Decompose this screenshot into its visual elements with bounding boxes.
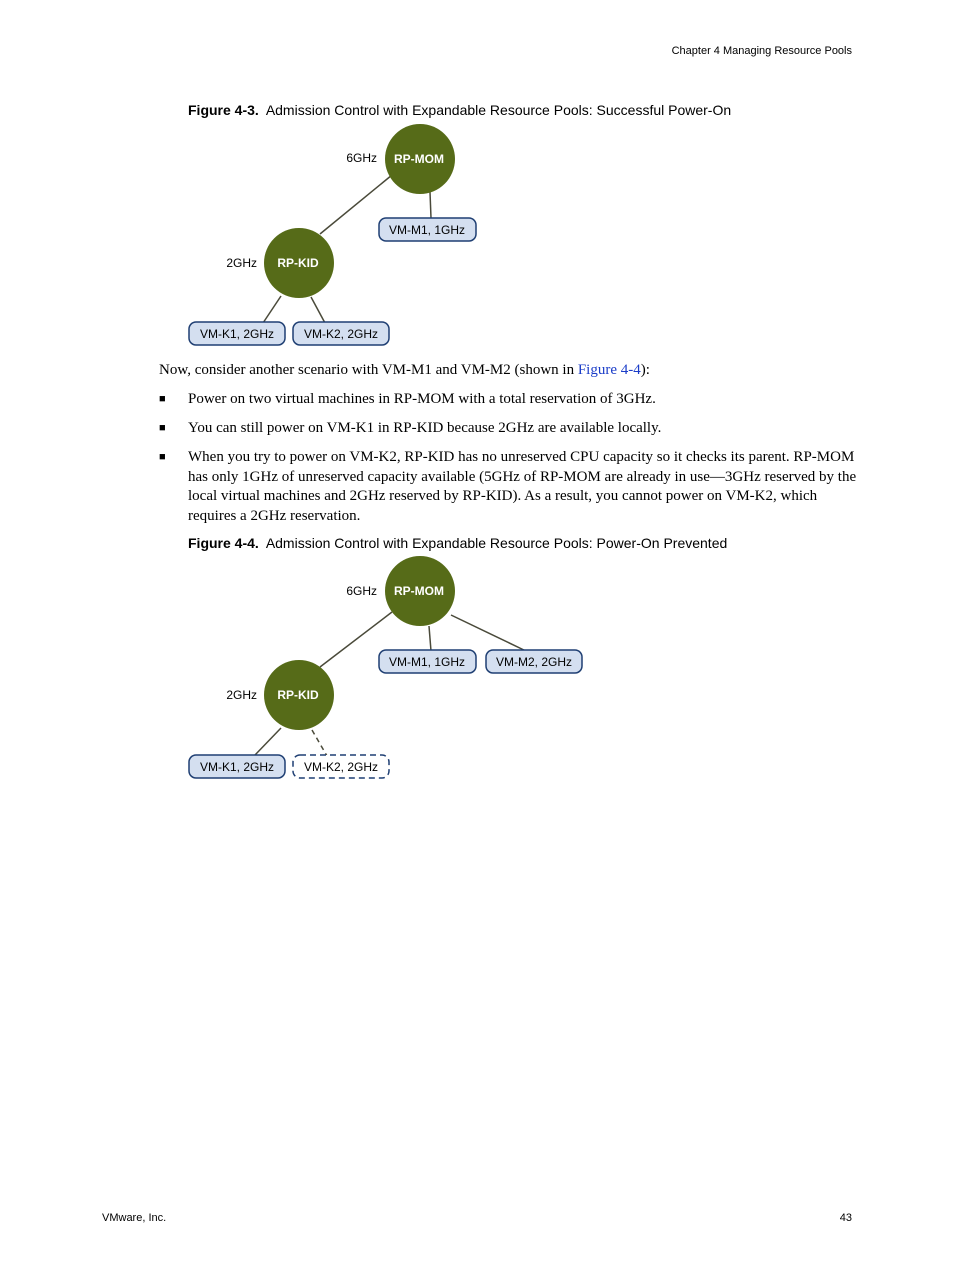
intro-text-before: Now, consider another scenario with VM-M1 and VM-M2 (shown in xyxy=(159,362,578,378)
edge-kid-vm-k2-dashed xyxy=(312,730,327,756)
vm-label-k2: VM-K2, 2GHz xyxy=(303,327,379,341)
edge-mom-vm-m1 xyxy=(429,626,431,651)
vm-label-m1: VM-M1, 1GHz xyxy=(388,223,466,237)
vm-label-k1: VM-K1, 2GHz xyxy=(199,327,275,341)
footer-company: VMware, Inc. xyxy=(102,1212,167,1224)
edge-mom-vm-m2 xyxy=(451,615,526,651)
figure-label-2: Figure 4-4. xyxy=(188,535,259,551)
bullet-text: Power on two virtual machines in RP-MOM with a total reservation of 3GHz. xyxy=(188,391,656,407)
footer-page-number: 43 xyxy=(839,1212,852,1224)
bullet-text: When you try to power on VM-K2, RP-KID has no unreserved CPU capacity so it checks its parent. RP-MOM has only 1GHz of unreserved capacity available (5GHz of RP-MOM are already in use—3GHz reserved by the local virtual machines and 2GHz reserved by RP-KID). As a result, you cannot power on VM-K2, which requires a 2GHz reservation. xyxy=(188,449,857,524)
vm-label-k2: VM-K2, 2GHz xyxy=(303,760,379,774)
figure-title-1: Admission Control with Expandable Resource Pools: Successful Power-On xyxy=(265,102,732,118)
pool-label-rp-mom: RP-MOM xyxy=(394,584,444,598)
bullet-square-icon: ■ xyxy=(159,422,166,434)
pool-capacity-rp-kid: 2GHz xyxy=(226,256,257,270)
bullet-square-icon: ■ xyxy=(159,451,166,463)
figure-link[interactable]: Figure 4-4 xyxy=(577,362,641,378)
pool-label-rp-kid: RP-KID xyxy=(277,256,319,270)
bullet-text: You can still power on VM-K1 in RP-KID because 2GHz are available locally. xyxy=(188,420,662,436)
pool-label-rp-kid: RP-KID xyxy=(277,688,319,702)
pool-label-rp-mom: RP-MOM xyxy=(394,152,444,166)
pool-capacity-rp-mom: 6GHz xyxy=(346,151,377,165)
vm-label-m1: VM-M1, 1GHz xyxy=(388,655,466,669)
running-header: Chapter 4 Managing Resource Pools xyxy=(671,45,852,57)
bullet-square-icon: ■ xyxy=(159,393,166,405)
vm-label-m2: VM-M2, 2GHz xyxy=(495,655,573,669)
figure-label-1: Figure 4-3. xyxy=(188,102,259,118)
pool-capacity-rp-kid: 2GHz xyxy=(226,688,257,702)
intro-text-after: ): xyxy=(640,362,650,378)
edge-kid-vm-k1 xyxy=(255,728,281,755)
pool-capacity-rp-mom: 6GHz xyxy=(346,584,377,598)
figure-title-2: Admission Control with Expandable Resource Pools: Power-On Prevented xyxy=(265,535,728,551)
vm-label-k1: VM-K1, 2GHz xyxy=(199,760,275,774)
